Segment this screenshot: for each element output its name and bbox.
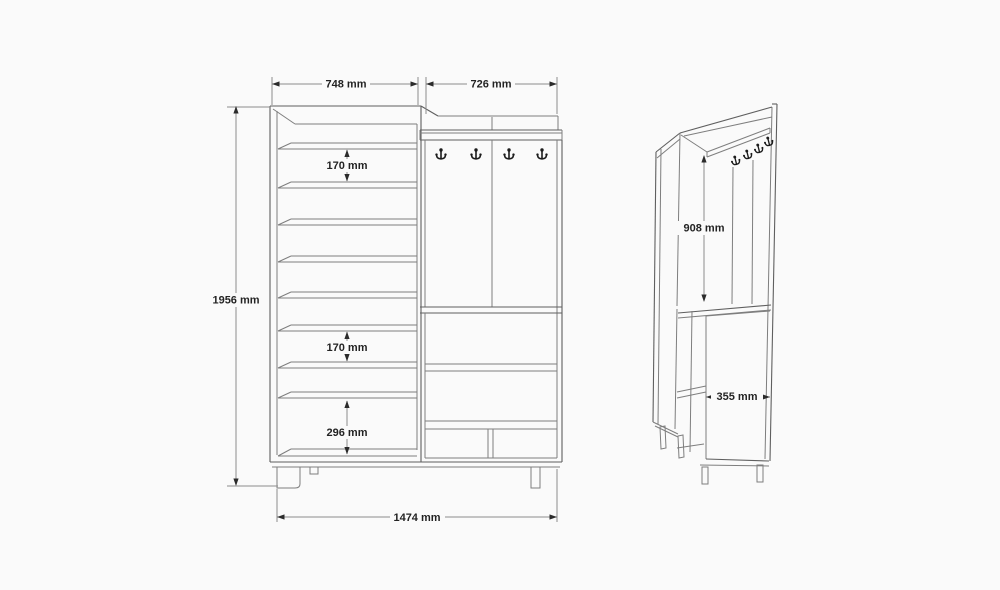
dim-label-908: 908 mm [683,222,725,235]
dim-label-1474: 1474 mm [393,512,441,524]
coat-hook-icon [503,148,514,159]
dim-bottom-compartment [324,401,370,455]
side-bench [677,305,771,466]
dim-side-hook-height [676,155,731,302]
shelf-line [278,219,417,225]
shelf-line [278,292,417,298]
dim-front-right-width [426,77,557,114]
side-view [653,104,777,484]
shelf-line [278,143,417,149]
side-cabinet-panel [653,133,680,437]
shelf-line [278,256,417,262]
base-and-legs [270,462,562,488]
coat-hook-icon [742,148,754,159]
dim-label-355: 355 mm [716,391,758,403]
coat-hook-icon [763,135,775,146]
dim-shelf-spacing-lower [324,332,370,362]
dim-shelf-spacing-upper [324,150,370,182]
coat-rack-section [420,106,562,462]
dim-label-296: 296 mm [326,427,368,439]
dim-front-left-width [272,77,418,105]
center-foot [310,467,318,474]
side-hook-panel-edges [732,160,753,304]
dim-side-depth [706,390,770,403]
right-leg [531,467,540,488]
dim-label-726: 726 mm [470,78,512,91]
shelf-line [278,362,417,368]
dim-label-1956: 1956 mm [212,294,260,307]
dim-front-total-height [209,106,278,486]
side-back-panel [680,104,777,461]
dim-front-total-width [277,469,557,524]
dim-label-170-upper: 170 mm [326,160,368,172]
coat-hook-icon [536,148,547,159]
left-leg [277,467,300,488]
front-view [209,77,562,524]
side-legs [660,426,763,484]
dim-label-748: 748 mm [325,78,367,91]
dim-label-170-lower: 170 mm [326,342,368,354]
bench-section [420,307,562,458]
cornice-molding [420,130,562,140]
coat-hook-icon [470,148,481,159]
shelf-line [278,182,417,188]
coat-hook-icon [435,148,446,159]
coat-hook-icon [730,154,742,165]
coat-hook-icon [753,142,765,153]
shelf-line [278,392,417,398]
shelf-line [278,325,417,331]
